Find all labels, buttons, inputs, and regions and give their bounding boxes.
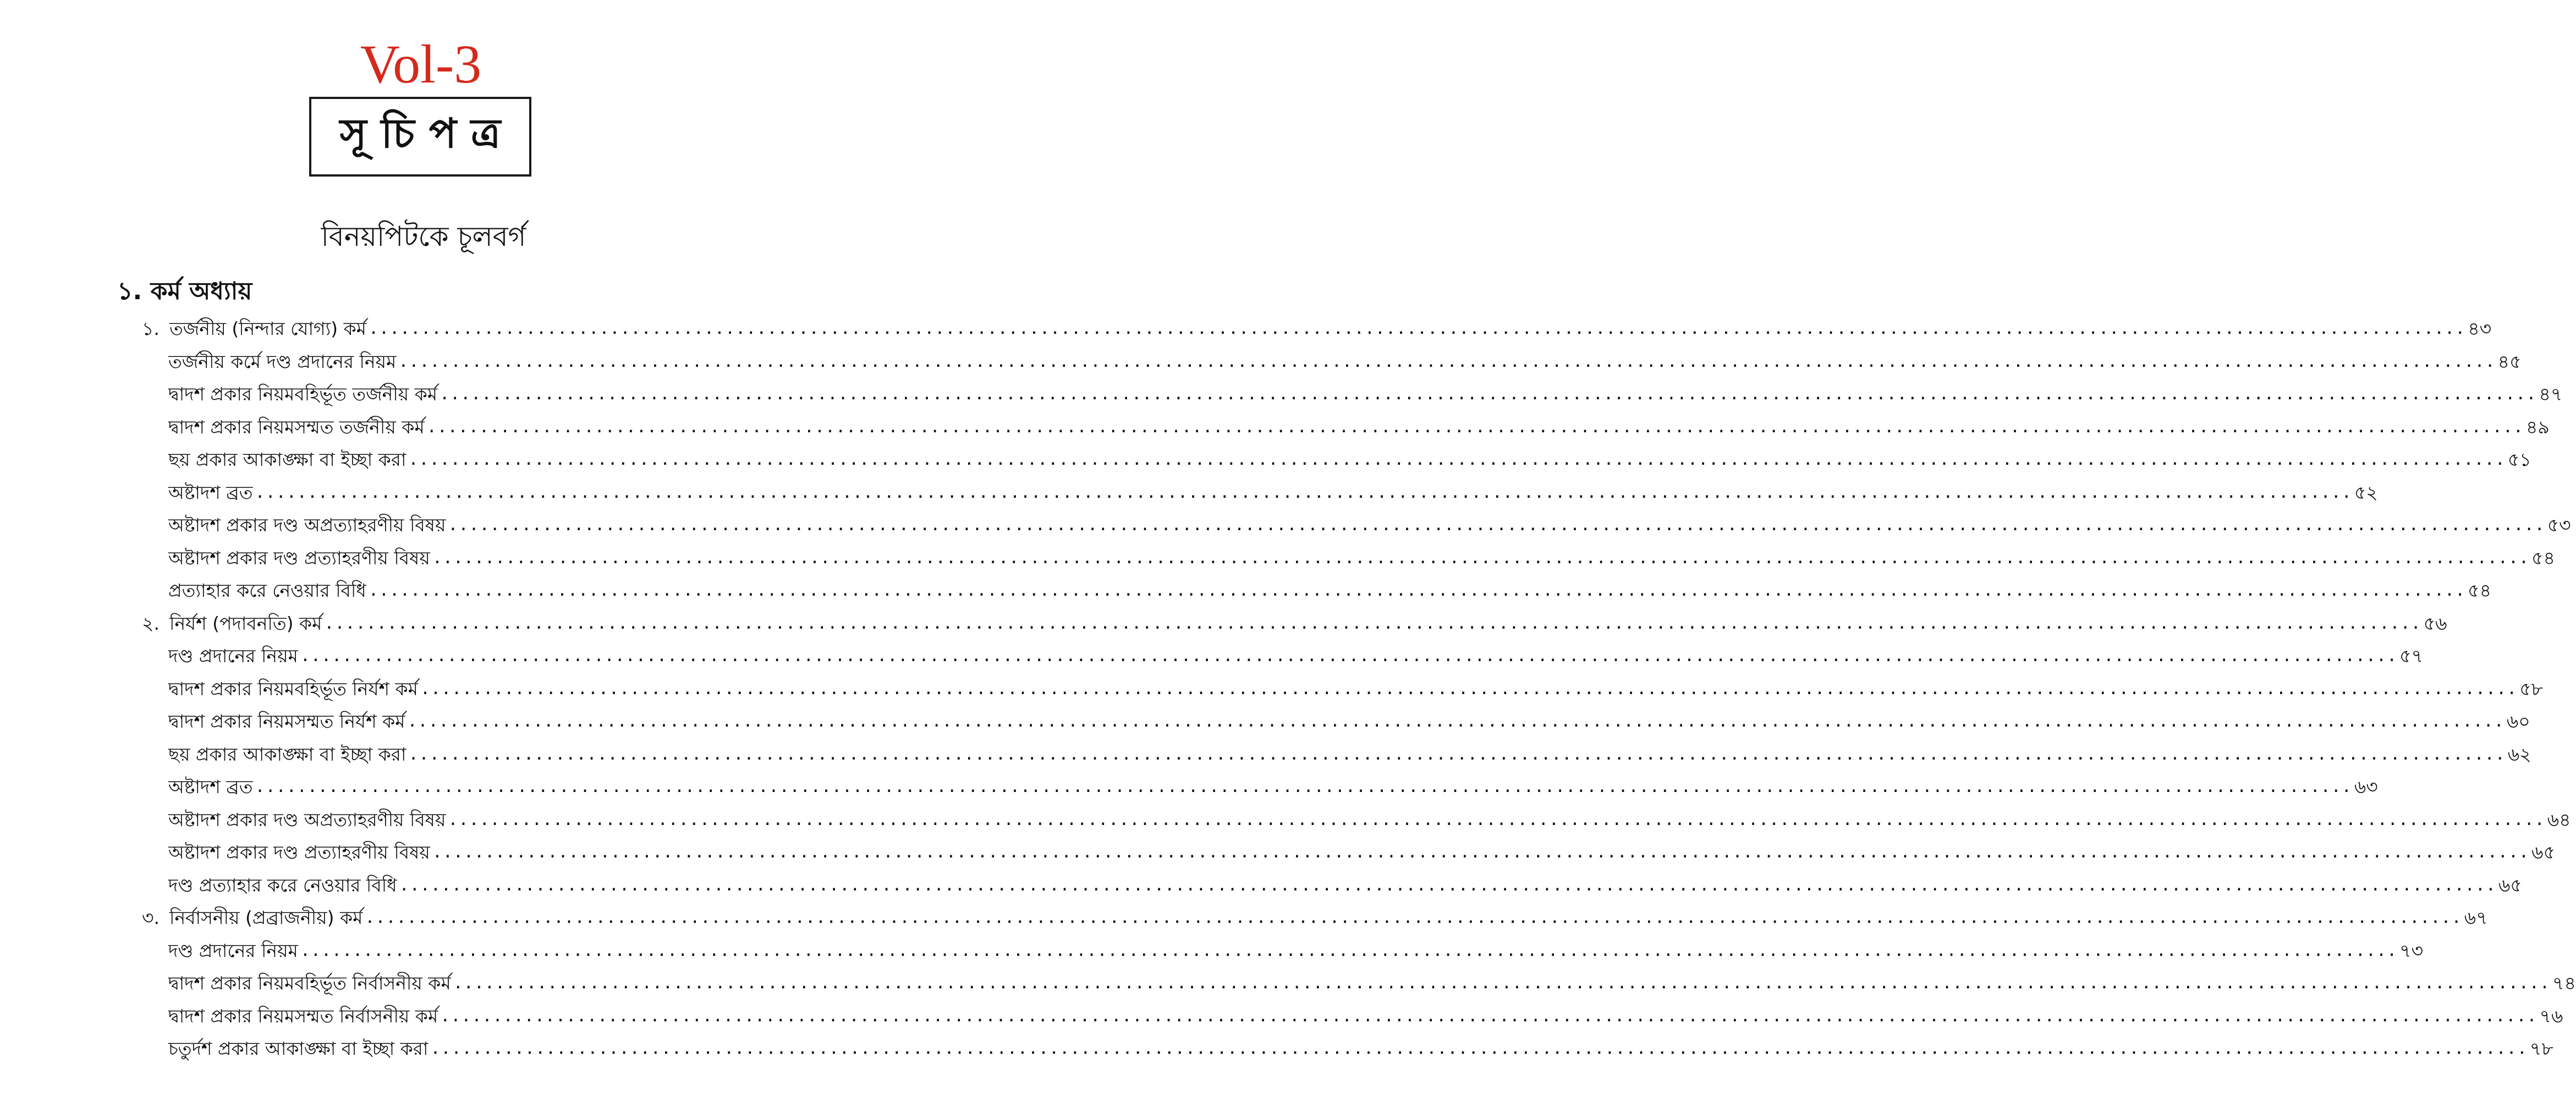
toc-entry-page: ৭৬ xyxy=(2539,1005,2563,1027)
toc-entry xyxy=(168,867,2522,898)
toc-entry-label: দণ্ড প্রদানের নিয়ম xyxy=(168,940,298,961)
dot-leader: ........................................................................................................................................................................................................ xyxy=(324,614,2421,633)
toc-entry xyxy=(168,573,2491,603)
book-subtitle: বিনয়পিটকে চূলবর্গ xyxy=(321,221,526,252)
chapter-heading: ১. কর্ম অধ্যায় xyxy=(117,277,252,305)
dot-leader: ........................................................................................................................................................................................................ xyxy=(420,679,2518,698)
toc-entry-page: ৬৭ xyxy=(2464,907,2488,928)
toc-entry-page: ৪৫ xyxy=(2497,351,2522,372)
toc-entry-page: ৫১ xyxy=(2507,449,2531,470)
toc-entry-page: ৭৩ xyxy=(2399,940,2424,961)
toc-entry-label: অষ্টাদশ প্রকার দণ্ড প্রত্যাহরণীয় বিষয় xyxy=(168,547,430,569)
toc-entry-label: তর্জনীয় কর্মে দণ্ড প্রদানের নিয়ম xyxy=(168,351,397,372)
toc-entry xyxy=(168,736,2531,767)
toc-entry-page: ৪৭ xyxy=(2539,383,2563,405)
toc-entry-page: ৫৬ xyxy=(2423,613,2447,634)
toc-entry-label: দ্বাদশ প্রকার নিয়মসম্মত নির্যশ কর্ম xyxy=(168,711,405,732)
toc-entry-page: ৫৮ xyxy=(2519,678,2544,700)
toc-entry-label: অষ্টাদশ প্রকার দণ্ড প্রত্যাহরণীয় বিষয় xyxy=(168,842,430,863)
toc-entry xyxy=(142,606,2447,636)
dot-leader: ........................................................................................................................................................................................................ xyxy=(365,908,2462,927)
toc-entry-label: দ্বাদশ প্রকার নিয়মবহির্ভূত নির্যশ কর্ম xyxy=(168,678,418,700)
toc-entry xyxy=(168,834,2555,865)
dot-leader: ........................................................................................................................................................................................................ xyxy=(440,384,2537,404)
page-title-box xyxy=(309,97,531,177)
dot-leader: ........................................................................................................................................................................................................ xyxy=(300,646,2398,666)
toc-entry-number: ১. xyxy=(142,318,160,339)
dot-leader: ........................................................................................................................................................................................................ xyxy=(407,712,2504,731)
toc-entry-page: ৬৫ xyxy=(2498,875,2522,896)
toc-entry xyxy=(168,344,2522,375)
toc-entry-page: ৫২ xyxy=(2354,482,2378,503)
toc-entry xyxy=(168,475,2378,505)
dot-leader: ........................................................................................................................................................................................................ xyxy=(453,974,2551,993)
toc-entry-label: দণ্ড প্রত্যাহার করে নেওয়ার বিধি xyxy=(168,875,397,896)
dot-leader: ........................................................................................................................................................................................................ xyxy=(408,745,2506,764)
dot-leader: ........................................................................................................................................................................................................ xyxy=(448,810,2545,829)
dot-leader: ........................................................................................................................................................................................................ xyxy=(399,876,2496,895)
toc-entry xyxy=(168,769,2378,800)
dot-leader: ........................................................................................................................................................................................................ xyxy=(255,483,2352,502)
toc-entry-page: ৬৫ xyxy=(2531,842,2555,863)
toc-entry-label: অষ্টাদশ প্রকার দণ্ড অপ্রত্যাহরণীয় বিষয় xyxy=(168,809,446,831)
volume-label: Vol-3 xyxy=(360,34,482,95)
toc-entry-page: ৬৩ xyxy=(2354,776,2378,798)
toc-entry-page: ৪৯ xyxy=(2526,416,2550,438)
toc-entry-label: দ্বাদশ প্রকার নিয়মসম্মত তর্জনীয় কর্ম xyxy=(168,416,425,438)
toc-entry-page: ৭৮ xyxy=(2529,1038,2553,1059)
toc-entry-number: ৩. xyxy=(142,907,160,928)
toc-entry xyxy=(168,1031,2553,1062)
dot-leader: ........................................................................................................................................................................................................ xyxy=(255,777,2352,796)
dot-leader: ........................................................................................................................................................................................................ xyxy=(398,352,2496,371)
toc-entry xyxy=(168,540,2555,571)
dot-leader: ........................................................................................................................................................................................................ xyxy=(426,417,2524,437)
toc-entry xyxy=(168,409,2550,440)
toc-entry xyxy=(168,376,2563,407)
toc-entry-page: ৪৩ xyxy=(2468,318,2492,339)
toc-entry-label: দ্বাদশ প্রকার নিয়মবহির্ভূত তর্জনীয় কর্ম xyxy=(168,383,438,405)
toc-entry-label: দ্বাদশ প্রকার নিয়মবহির্ভূত নির্বাসনীয় কর্ম xyxy=(168,972,451,994)
toc-entry-page: ৬২ xyxy=(2507,744,2531,765)
toc-entry-label: প্রত্যাহার করে নেওয়ার বিধি xyxy=(168,580,366,601)
toc-entry-page: ৬৪ xyxy=(2547,809,2571,831)
dot-leader: ........................................................................................................................................................................................................ xyxy=(408,450,2506,469)
toc-entry-label: ছয় প্রকার আকাঙ্ক্ষা বা ইচ্ছা করা xyxy=(168,744,407,765)
toc-entry-page: ৫৭ xyxy=(2399,645,2424,667)
toc-entry-label: দণ্ড প্রদানের নিয়ম xyxy=(168,645,298,667)
dot-leader: ........................................................................................................................................................................................................ xyxy=(369,319,2466,338)
toc-entry-page: ৫৪ xyxy=(2531,547,2555,569)
toc-entry xyxy=(142,900,2488,931)
toc-entry-page: ৭৪ xyxy=(2552,972,2576,994)
toc-entry-page: ৫৩ xyxy=(2547,514,2571,536)
toc-entry-label: নির্যশ (পদাবনতি) কর্ম xyxy=(169,613,322,634)
toc-entry xyxy=(142,311,2492,342)
toc-entry-label: তর্জনীয় (নিন্দার যোগ্য) কর্ম xyxy=(169,318,366,339)
toc-entry-label: ছয় প্রকার আকাঙ্ক্ষা বা ইচ্ছা করা xyxy=(168,449,407,470)
toc-entry-number: ২. xyxy=(142,613,160,634)
toc-entry-label: দ্বাদশ প্রকার নিয়মসম্মত নির্বাসনীয় কর্ম xyxy=(168,1005,438,1027)
dot-leader: ........................................................................................................................................................................................................ xyxy=(440,1007,2537,1026)
toc-entry xyxy=(168,965,2576,996)
dot-leader: ........................................................................................................................................................................................................ xyxy=(368,581,2466,600)
toc-entry-label: অষ্টাদশ ব্রত xyxy=(168,482,253,503)
toc-entry xyxy=(168,638,2424,669)
toc-entry-label: নির্বাসনীয় (প্রব্রাজনীয়) কর্ম xyxy=(169,907,363,928)
dot-leader: ........................................................................................................................................................................................................ xyxy=(430,1039,2528,1058)
toc-entry xyxy=(168,442,2531,472)
toc-entry xyxy=(168,933,2424,964)
toc-entry xyxy=(168,507,2571,538)
toc-entry xyxy=(168,998,2563,1029)
toc-entry-label: অষ্টাদশ ব্রত xyxy=(168,776,253,798)
toc-entry xyxy=(168,671,2544,702)
dot-leader: ........................................................................................................................................................................................................ xyxy=(432,843,2530,862)
toc-entry xyxy=(168,802,2571,833)
toc-entry-page: ৫৪ xyxy=(2468,580,2491,601)
dot-leader: ........................................................................................................................................................................................................ xyxy=(432,548,2530,568)
page-title: সূচিপত্র xyxy=(339,110,515,157)
toc-entry-label: চতুর্দশ প্রকার আকাঙ্ক্ষা বা ইচ্ছা করা xyxy=(168,1038,429,1059)
dot-leader: ........................................................................................................................................................................................................ xyxy=(448,515,2545,535)
toc-entry xyxy=(168,703,2530,734)
dot-leader: ........................................................................................................................................................................................................ xyxy=(300,941,2398,960)
toc-entry-label: অষ্টাদশ প্রকার দণ্ড অপ্রত্যাহরণীয় বিষয় xyxy=(168,514,446,536)
toc-entry-page: ৬০ xyxy=(2506,711,2530,732)
